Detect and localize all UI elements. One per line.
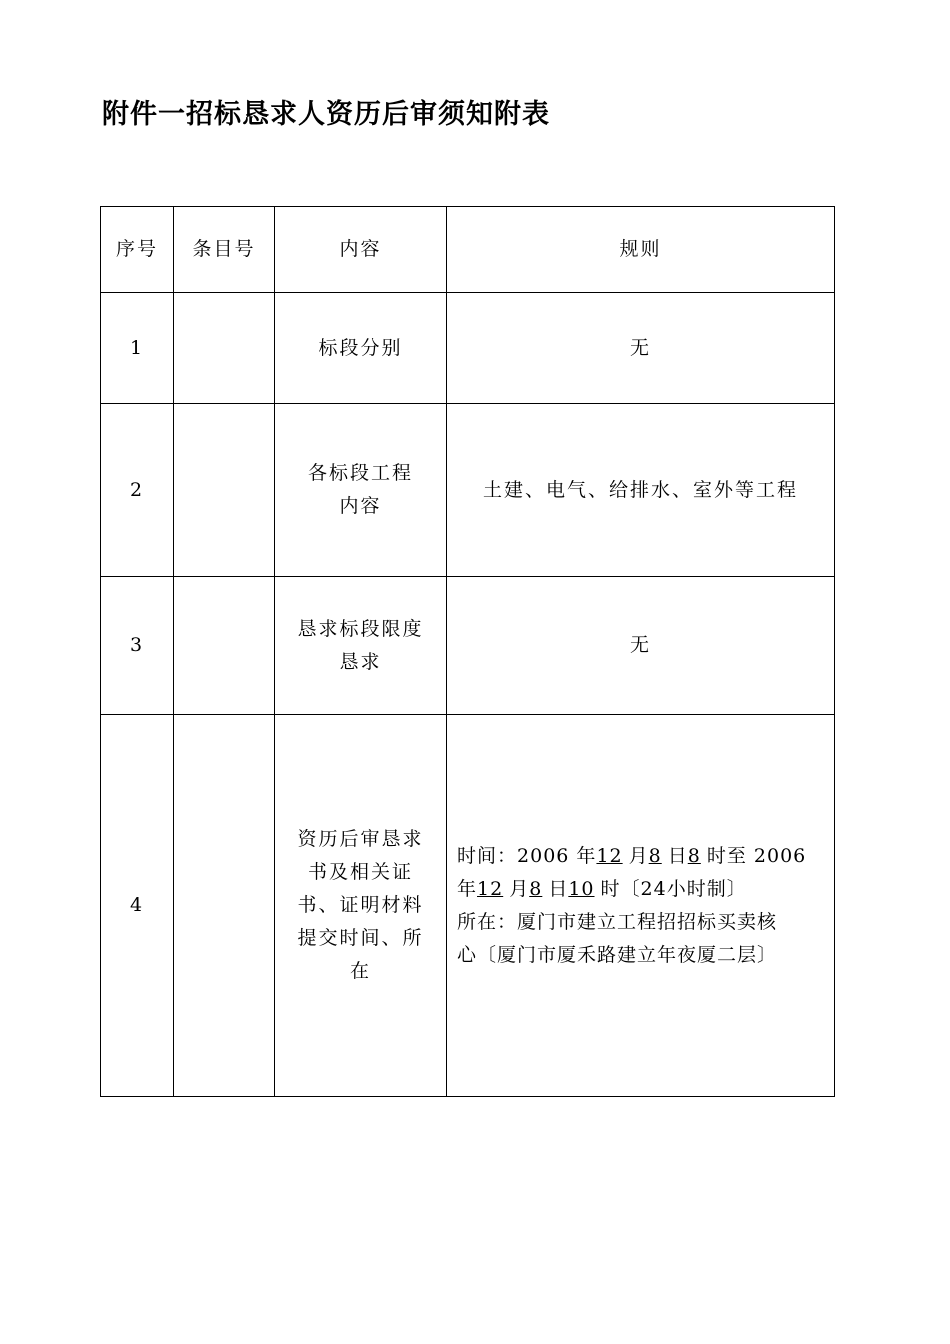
row-item-no bbox=[174, 293, 275, 404]
header-rules: 规则 bbox=[447, 207, 835, 293]
submission-place-line2: 心〔厦门市厦禾路建立年夜厦二层〕 bbox=[457, 943, 778, 966]
end-day: 8 bbox=[529, 877, 543, 900]
row-rule: 无 bbox=[447, 293, 835, 404]
requirements-table bbox=[100, 206, 835, 1097]
submission-place-line1: 所在：厦门市建立工程招招标买卖核 bbox=[457, 910, 778, 933]
header-item-no: 条目号 bbox=[174, 207, 275, 293]
header-seq: 序号 bbox=[101, 207, 174, 293]
start-year: 2006 bbox=[517, 844, 570, 867]
table-row bbox=[101, 715, 835, 1097]
year-char: 年 bbox=[457, 877, 478, 900]
day-char: 日 bbox=[548, 877, 569, 900]
content-line: 内容 bbox=[339, 495, 382, 517]
day-char: 日 bbox=[667, 844, 688, 867]
content-line: 提交时间、所 bbox=[297, 927, 424, 949]
row-seq: 2 bbox=[101, 404, 174, 577]
row-seq: 4 bbox=[101, 715, 174, 1097]
row-rule: 无 bbox=[447, 577, 835, 715]
row-seq: 3 bbox=[101, 577, 174, 715]
submission-time-line1 bbox=[457, 840, 826, 873]
content-line: 恳求 bbox=[339, 650, 382, 673]
row-content bbox=[275, 577, 447, 715]
content-line: 各标段工程 bbox=[307, 462, 413, 484]
year-char: 年 bbox=[576, 844, 597, 867]
start-month: 12 bbox=[596, 844, 623, 867]
table-header-row bbox=[101, 207, 835, 293]
table-row bbox=[101, 577, 835, 715]
row-seq: 1 bbox=[101, 293, 174, 404]
submission-time-line2 bbox=[457, 873, 826, 906]
end-year: 2006 bbox=[753, 844, 807, 867]
row-rule-schedule bbox=[447, 715, 835, 1097]
page-title: 附件一招标恳求人资历后审须知附表 bbox=[102, 99, 550, 130]
row-item-no bbox=[174, 577, 275, 715]
month-char: 月 bbox=[509, 877, 530, 900]
end-hour: 10 bbox=[568, 877, 595, 900]
content-line: 恳求标段限度 bbox=[297, 617, 424, 640]
row-content bbox=[275, 404, 447, 577]
row-rule: 土建、电气、给排水、室外等工程 bbox=[447, 404, 835, 577]
table-row bbox=[101, 293, 835, 404]
table-row bbox=[101, 404, 835, 577]
month-char: 月 bbox=[628, 844, 649, 867]
content-line: 资历后审恳求 bbox=[297, 828, 424, 850]
content-line: 书、证明材料 bbox=[297, 894, 424, 916]
row-content bbox=[275, 715, 447, 1097]
time-label: 时间： bbox=[457, 844, 518, 867]
content-line: 标段分别 bbox=[318, 336, 403, 359]
row-content bbox=[275, 293, 447, 404]
header-content: 内容 bbox=[275, 207, 447, 293]
clock-note: 〔24小时制〕 bbox=[620, 877, 747, 900]
start-day: 8 bbox=[648, 844, 662, 867]
content-line: 书及相关证 bbox=[307, 861, 413, 883]
content-line: 在 bbox=[349, 960, 371, 982]
hour-char: 时 bbox=[600, 877, 621, 900]
end-month: 12 bbox=[477, 877, 504, 900]
hour-to: 时至 bbox=[706, 844, 747, 867]
row-item-no bbox=[174, 715, 275, 1097]
row-item-no bbox=[174, 404, 275, 577]
start-hour: 8 bbox=[687, 844, 701, 867]
